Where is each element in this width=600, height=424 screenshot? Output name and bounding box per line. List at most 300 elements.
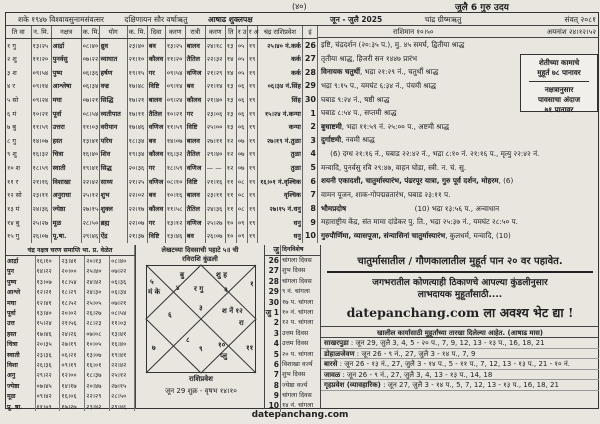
table-cell: ०९।२४	[165, 93, 185, 107]
din-vishesh-date: जु 1	[265, 307, 279, 317]
table-cell: १३	[225, 106, 236, 120]
charan-cell: २०।१३	[85, 255, 110, 265]
table-cell: १९।३४	[127, 147, 147, 161]
column-header: रात्री	[185, 26, 205, 38]
din-vishesh-text: ज्येष्ठा वर्ज्य	[282, 381, 308, 389]
din-vishesh-text: १४ नं. चांगला	[282, 402, 314, 410]
table-cell: २५।१२	[81, 188, 99, 202]
table-cell: १९	[247, 174, 257, 188]
din-vishesh-date: 7	[265, 370, 281, 380]
kundali-house-label: ६	[168, 311, 172, 319]
table-cell: ११	[225, 188, 236, 202]
din-vishesh-row	[265, 287, 320, 297]
table-cell: ११।०३	[81, 120, 99, 134]
charan-cell: २८।५०	[110, 390, 135, 400]
din-vishesh-row	[265, 381, 320, 391]
table-row	[6, 65, 318, 79]
column-header: क. मि.	[81, 26, 99, 38]
charan-cell: २५।४०	[85, 266, 110, 276]
table-cell: तुळा	[257, 161, 302, 175]
din-vishesh-row	[265, 350, 320, 360]
column-header: ति	[225, 26, 236, 38]
muhurt-dates: : जून 27, जुलै 3 - १४ प., 5, 7, 12, 13 - १३ प., 16, 18, 21	[380, 381, 559, 390]
din-vishesh-row	[265, 370, 320, 380]
table-cell: १४ बु	[6, 215, 31, 229]
table-cell: विष्टि	[147, 79, 165, 93]
event-text: , नवमी श्राद्ध	[341, 135, 375, 145]
table-cell: बालव	[185, 38, 205, 52]
column-header: क. मि.	[127, 26, 147, 38]
column-header: न. मि.	[31, 26, 51, 38]
event-item	[318, 38, 599, 52]
table-cell: तैतिल	[185, 202, 205, 216]
column-header: योग	[99, 26, 127, 38]
charan-cell: ०७।०८	[85, 328, 110, 338]
charan-cell: १४।२२	[35, 266, 60, 276]
table-cell: १९।४१	[81, 161, 99, 175]
kundali-title-1: लेखटच्या दिवसाची पहाटे ५॥ ची	[161, 246, 239, 254]
table-cell: 1	[302, 106, 317, 120]
table-cell: १४।०७	[165, 133, 185, 147]
table-row	[6, 93, 318, 107]
table-cell: वणिज	[147, 174, 165, 188]
kundali-house-label: ७	[152, 344, 156, 352]
table-cell: ०९।५४	[31, 65, 51, 79]
charan-cell: २३।४२	[85, 401, 110, 411]
event-text: , भद्रा ११:५९ नं. २५:०० प., अष्टमी श्राद्ध	[341, 121, 449, 131]
table-cell: शिव	[99, 147, 127, 161]
kundali-house-label: मं के	[148, 288, 160, 296]
charan-row	[6, 339, 135, 349]
table-cell: १९	[247, 133, 257, 147]
table-cell: कर्क	[257, 52, 302, 66]
table-cell: २१।३७	[127, 229, 147, 243]
charan-cell: २४।४२	[85, 276, 110, 286]
table-cell: २३।०६	[205, 106, 225, 120]
charan-row	[6, 266, 135, 276]
table-cell: २२।३२	[205, 52, 225, 66]
event-highlight: बुधाष्टमी	[321, 121, 342, 131]
table-cell: १३	[225, 79, 236, 93]
muhurt-dates: : जून 26 - ९ नं., 27, जुलै 3 - १४ प., 7, 9	[354, 349, 476, 358]
chaturmas-note: चातुर्मासातील / गौणकालातील मुहूर्त पान २० वर पहावेत.	[357, 256, 563, 267]
table-cell: पुनर्वसु	[51, 52, 81, 66]
table-cell: 27	[302, 52, 317, 66]
table-cell: 2	[302, 120, 317, 134]
charan-row	[6, 349, 135, 359]
farm-line-5: ७१ पानावर	[544, 105, 574, 114]
table-cell: १९	[247, 215, 257, 229]
table-cell: १ गु	[6, 38, 31, 52]
table-cell: १२	[225, 133, 236, 147]
table-cell: ०६	[236, 79, 247, 93]
table-cell: वज्र	[99, 79, 127, 93]
din-vishesh-row	[265, 308, 320, 318]
kundali-house-label: श नें १२	[222, 307, 243, 315]
table-cell: कर्क	[257, 65, 302, 79]
charan-cell: १३।०७	[35, 276, 60, 286]
table-cell: ०८।४०	[81, 38, 99, 52]
table-cell: बव	[147, 38, 165, 52]
charan-cell: २३।४१	[60, 255, 85, 265]
kundali-house-label: १०	[218, 341, 226, 349]
din-vishesh-date: 8	[265, 381, 281, 391]
table-cell: १०।२१	[165, 106, 185, 120]
table-cell: 30	[302, 93, 317, 107]
farm-line-1: शेतीच्या कामाचे	[538, 58, 580, 67]
table-cell: ०६	[236, 120, 247, 134]
event-text: वामन पूजन, शाक-गोपद्मव्रतारंभ, घबाड २३:११ प.	[321, 190, 451, 200]
table-cell: धनु	[257, 229, 302, 243]
table-cell: तैतिल	[147, 106, 165, 120]
charan-cell: २२।४२	[110, 359, 135, 369]
charan-row	[6, 255, 135, 265]
table-cell: 5	[302, 161, 317, 175]
din-vishesh-text: १७ प. चांगला	[282, 298, 314, 306]
table-cell: १३ मं	[6, 202, 31, 216]
table-cell: १९।१५	[127, 65, 147, 79]
charan-cell: ०८।४०	[110, 255, 135, 265]
charan-row	[6, 276, 135, 286]
table-cell: गर	[147, 161, 165, 175]
charan-cell: ०७।४५	[35, 380, 60, 390]
table-cell: १६।०१ नं.वृश्चिक	[257, 174, 302, 188]
table-cell: 3	[302, 133, 317, 147]
event-text: मन्वादि, पुनर्वसु रवि २९:४७, वाहन घोडा, स्त्री. न. चं. सु.	[321, 162, 467, 172]
charan-cell: १७।४६	[35, 328, 60, 338]
top-note: जुलै 6 गुरु उदय	[455, 3, 509, 13]
table-cell: विष्टि	[185, 120, 205, 134]
table-cell: २६।०७	[31, 229, 51, 243]
charan-cell: २४।२६	[60, 328, 85, 338]
table-cell: २५।००	[205, 120, 225, 134]
table-cell: २९।४६	[81, 229, 99, 243]
table-cell: गर	[147, 65, 165, 79]
table-cell: ०६।३४	[81, 79, 99, 93]
table-cell: २७।११	[205, 133, 225, 147]
table-cell: व्यतीपात	[99, 106, 127, 120]
kundali-house-label: प्लु	[220, 352, 228, 360]
table-cell: बव	[185, 79, 205, 93]
charan-cell: २७।१५	[110, 380, 135, 390]
din-vishesh-row	[265, 277, 320, 287]
charan-cell: २६।२७	[85, 307, 110, 317]
muhurt-row	[321, 338, 599, 349]
charan-cell: १७।२७	[60, 401, 85, 411]
charan-cell: ११।०३	[110, 318, 135, 328]
event-highlight: भौमप्रदोष	[321, 203, 347, 213]
table-cell: 8	[302, 202, 317, 216]
charan-cell: २५।०५	[85, 297, 110, 307]
charan-cell: पू. षा.	[6, 401, 35, 411]
header-right	[318, 13, 599, 26]
table-cell: ३ श	[6, 65, 31, 79]
table-cell: २५।२७	[205, 215, 225, 229]
charan-cell: २९।४६	[110, 401, 135, 411]
charan-row	[6, 318, 135, 328]
table-cell: २७।१५	[81, 202, 99, 216]
muhurt-dates: : जून 26 - ९ नं., 27, जुलै 3, 4, 13 - १३ प., 14, 18	[340, 370, 493, 379]
table-cell: १८।५९	[31, 161, 51, 175]
table-cell: २१।२५	[127, 174, 147, 188]
charan-cell: १३।०७	[85, 349, 110, 359]
table-cell: ११।२०	[31, 52, 51, 66]
muhurt-label: गृहप्रवेश (व्यावहारिक)	[324, 381, 381, 390]
table-cell: १०।२१	[31, 106, 51, 120]
din-vishesh-date: 27	[265, 266, 281, 276]
table-cell: १४	[225, 65, 236, 79]
table-cell: मूळ	[51, 215, 81, 229]
din-vishesh-text: २० प. चांगला	[282, 350, 314, 358]
table-cell: ध्रुव	[99, 38, 127, 52]
table-cell: २३।४०	[127, 38, 147, 52]
din-vishesh-date: 28	[265, 277, 281, 287]
table-cell: कौलव	[185, 93, 205, 107]
table-cell: २५।२७	[31, 215, 51, 229]
table-cell: २१।१६	[205, 174, 225, 188]
kundali-panel	[135, 245, 265, 409]
muhurt-label: डोहाळजेवण	[324, 349, 355, 358]
farm-line-2: मुहूर्त ७८ पानावर	[537, 68, 581, 77]
charan-cell: चित्रा	[6, 339, 35, 349]
din-vishesh-col-title: दिनविशेष	[282, 246, 304, 253]
muhurt-row	[321, 359, 599, 370]
table-cell: ब्रह्म	[99, 215, 127, 229]
table-cell: ०७।२१	[81, 93, 99, 107]
kundali-house-label: शु ह	[216, 271, 227, 279]
event-text: घबाड ९:२४ नं., षष्ठी श्राद्ध	[321, 94, 390, 104]
table-header-row	[6, 26, 318, 38]
charan-row	[6, 390, 135, 400]
charan-cell: आर्द्रा	[6, 255, 35, 265]
table-cell: २९।४०	[205, 147, 225, 161]
table-cell: १९	[247, 188, 257, 202]
divider	[529, 81, 589, 82]
column-header: नक्षत्र	[51, 26, 81, 38]
table-row	[6, 174, 318, 188]
charan-cell: १२।००	[60, 370, 85, 380]
charan-cell: ०६।३६	[110, 276, 135, 286]
column-header: चंद्र राशिप्रवेश	[257, 26, 302, 38]
table-cell: २ शु	[6, 52, 31, 66]
event-text: महाराष्ट्रीय केंद्र, संत मामा दांडेकर पु. ति., भद्रा २५:३७ नं., यमघंट २८:५० प.	[321, 217, 518, 227]
muhurt-dates: : जून 26 - १३ नं., 27, जुलै 3 - १४ प., 5 - ११ प., 7, 12, 13 - १३ प., 21 - १० नं.	[337, 360, 570, 369]
table-cell: 9	[302, 215, 317, 229]
table-cell: १९	[247, 79, 257, 93]
din-vishesh-date: 29	[265, 287, 281, 297]
table-cell: पूर्वा	[51, 106, 81, 120]
table-cell: विष्टि	[185, 174, 205, 188]
header-left	[6, 13, 318, 26]
table-cell: ११।५९	[165, 120, 185, 134]
din-vishesh-date: 5	[265, 350, 281, 360]
kundali-house-label: बु	[180, 271, 184, 279]
table-cell: वृश्चिक	[257, 188, 302, 202]
charan-cell: ०७।२२	[110, 266, 135, 276]
charan-cell: पुन	[6, 266, 35, 276]
table-cell: ०५	[236, 38, 247, 52]
table-cell: ११	[225, 202, 236, 216]
table-row	[6, 215, 318, 229]
table-cell: १२	[225, 147, 236, 161]
table-cell: 26	[302, 38, 317, 52]
table-cell: ७ बु	[6, 120, 31, 134]
charan-cell: १८।५४	[60, 276, 85, 286]
table-cell: २४।३६	[205, 202, 225, 216]
table-cell: बालव	[185, 133, 205, 147]
table-cell: ०८	[236, 188, 247, 202]
muhurt-label: साखरपुडा	[324, 339, 349, 347]
table-row	[6, 188, 318, 202]
charan-cell: स्वाती	[6, 349, 35, 359]
table-row	[6, 52, 318, 66]
charan-cell: २५।१२	[110, 370, 135, 380]
table-cell: १०	[225, 229, 236, 243]
din-vishesh-date: 10	[265, 401, 281, 411]
table-cell: शुभ	[99, 188, 127, 202]
din-vishesh-row	[265, 256, 320, 266]
charan-cell: पुष्य	[6, 276, 35, 286]
event-text: (6) दग्ध २१:१६ नं., घबाड २२:४२ नं., भद्रा ८:१० नं. २१:१६ प., मृत्यु २२:४२ नं.	[321, 149, 540, 159]
table-cell: २२।०७	[127, 215, 147, 229]
table-cell: १५।२४ नं.कन्या	[257, 106, 302, 120]
table-cell: ११	[225, 174, 236, 188]
table-cell: ०७	[236, 147, 247, 161]
charan-row	[6, 328, 135, 338]
table-cell: २१।१६	[31, 174, 51, 188]
charan-cell: ०६।२१	[60, 349, 85, 359]
table-cell: १६।३२	[31, 147, 51, 161]
table-cell: तैतिल	[185, 147, 205, 161]
din-vishesh-row	[265, 360, 320, 370]
table-cell: २४।३६	[31, 202, 51, 216]
event-highlight: विनायक चतुर्थी	[321, 67, 361, 77]
table-cell: तैतिल	[185, 52, 205, 66]
table-cell: १९	[247, 52, 257, 66]
event-text: , कुलधर्म, मन्वादि, (10)	[445, 230, 511, 240]
table-cell: कौलव	[147, 202, 165, 216]
website-link[interactable]: datepanchang.com ला अवश्य भेट द्या !	[346, 305, 574, 320]
charan-cell: २०।०२	[60, 307, 85, 317]
charan-cell: २६।३६	[35, 359, 60, 369]
charan-cell: १८।२९	[60, 287, 85, 297]
table-row	[6, 161, 318, 175]
din-vishesh-text: १२ प. चांगला	[282, 319, 314, 327]
charan-row	[6, 287, 135, 297]
kundali-house-label: ४	[176, 284, 180, 292]
table-cell: १३।२५	[165, 38, 185, 52]
table-cell: ११।२०	[165, 52, 185, 66]
table-cell: 7	[302, 188, 317, 202]
charan-row	[6, 359, 135, 369]
kundali-house-label: ५	[150, 278, 154, 286]
table-cell: ०९	[236, 229, 247, 243]
table-cell: २१।१०	[127, 52, 147, 66]
din-vishesh-text: १० नं. चांगला	[282, 308, 314, 316]
table-cell: १३।२५	[31, 38, 51, 52]
promo-line-2: लाभदायक मुहूर्तांसाठी....	[417, 290, 503, 300]
table-cell: अनुराधा	[51, 188, 81, 202]
charan-row	[6, 297, 135, 307]
muhurt-dates: : जून 29, जुलै 3, 4, 5 - २० प., 7, 9, 12, 13 - १३ प., 16, 18, 21	[348, 339, 545, 347]
table-cell: २२।०२	[127, 188, 147, 202]
table-cell: ०९।२४	[31, 93, 51, 107]
table-row	[6, 38, 318, 52]
kundali-house-label: २	[224, 286, 228, 294]
table-cell: २०।३६	[127, 161, 147, 175]
header-right-2	[318, 26, 599, 38]
table-cell: १२	[225, 161, 236, 175]
table-cell: ०९।१४	[165, 79, 185, 93]
table-row	[6, 106, 318, 120]
table-cell: २२।४२	[81, 174, 99, 188]
din-vishesh-text: विशाखा वर्ज्य	[282, 360, 313, 368]
din-vishesh-row	[265, 318, 320, 328]
table-cell: आश्लेषा	[51, 79, 81, 93]
table-row	[6, 147, 318, 161]
table-cell: बव	[147, 188, 165, 202]
samvat-label: संवत् २०८१	[564, 15, 596, 24]
table-cell: गर	[147, 215, 165, 229]
table-cell: ११ र	[6, 174, 31, 188]
din-vishesh-text: चांगला दिवस	[282, 257, 312, 264]
table-cell: १८।३४	[127, 133, 147, 147]
din-vishesh-date: 26	[265, 256, 281, 266]
table-cell: ०८।५४	[81, 106, 99, 120]
table-cell: परिघ	[99, 133, 127, 147]
din-vishesh-text: चांगला दिवस	[282, 392, 312, 400]
table-cell: ८ गु	[6, 133, 31, 147]
muhurt-row	[321, 349, 599, 360]
farm-line-4: पावसाचा अंदाज	[537, 95, 581, 104]
muhurt-label: जावळ	[324, 370, 341, 379]
table-cell: २७।१५ नं.धनु	[257, 202, 302, 216]
column-header: करण	[165, 26, 185, 38]
din-vishesh-row	[265, 391, 320, 401]
column-header: र उ	[236, 26, 247, 38]
table-cell: १९	[247, 38, 257, 52]
table-cell: ११।५८	[165, 202, 185, 216]
kundali-title-2: रविराशि कुंडली	[182, 255, 218, 263]
table-cell: 6	[302, 174, 317, 188]
table-cell: ऐंद्र	[99, 229, 127, 243]
table-cell: १९	[247, 147, 257, 161]
table-cell: बालव	[147, 93, 165, 107]
charan-cell: पूर्वा	[6, 307, 35, 317]
table-cell: १९	[247, 229, 257, 243]
table-cell: पू.षा.	[51, 229, 81, 243]
info-panel	[320, 245, 599, 409]
charan-cell: ०९।१९	[60, 359, 85, 369]
table-cell: २२।१७	[127, 202, 147, 216]
table-cell: १८।५९	[165, 161, 185, 175]
ayanansh-label: अयनांश २४।१२।५२	[546, 28, 596, 36]
farm-line-3: नक्षत्रानुसार	[544, 85, 574, 94]
event-item	[318, 215, 599, 229]
table-cell: सिद्धि	[99, 93, 127, 107]
table-cell: २१।१४	[205, 79, 225, 93]
charan-cell: ११।०९	[35, 401, 60, 411]
charan-cell: विशा	[6, 359, 35, 369]
muhurt-row	[321, 370, 599, 381]
footer-site[interactable]: datepanchang.com	[251, 410, 349, 420]
table-cell: १६।३२	[165, 147, 185, 161]
din-vishesh-text: चांगला दिवस	[282, 277, 312, 285]
charan-cell: १०।०५	[85, 339, 110, 349]
table-cell: ०६	[236, 106, 247, 120]
charan-cell: २९।२२	[35, 370, 60, 380]
table-cell: २६।०७	[205, 229, 225, 243]
